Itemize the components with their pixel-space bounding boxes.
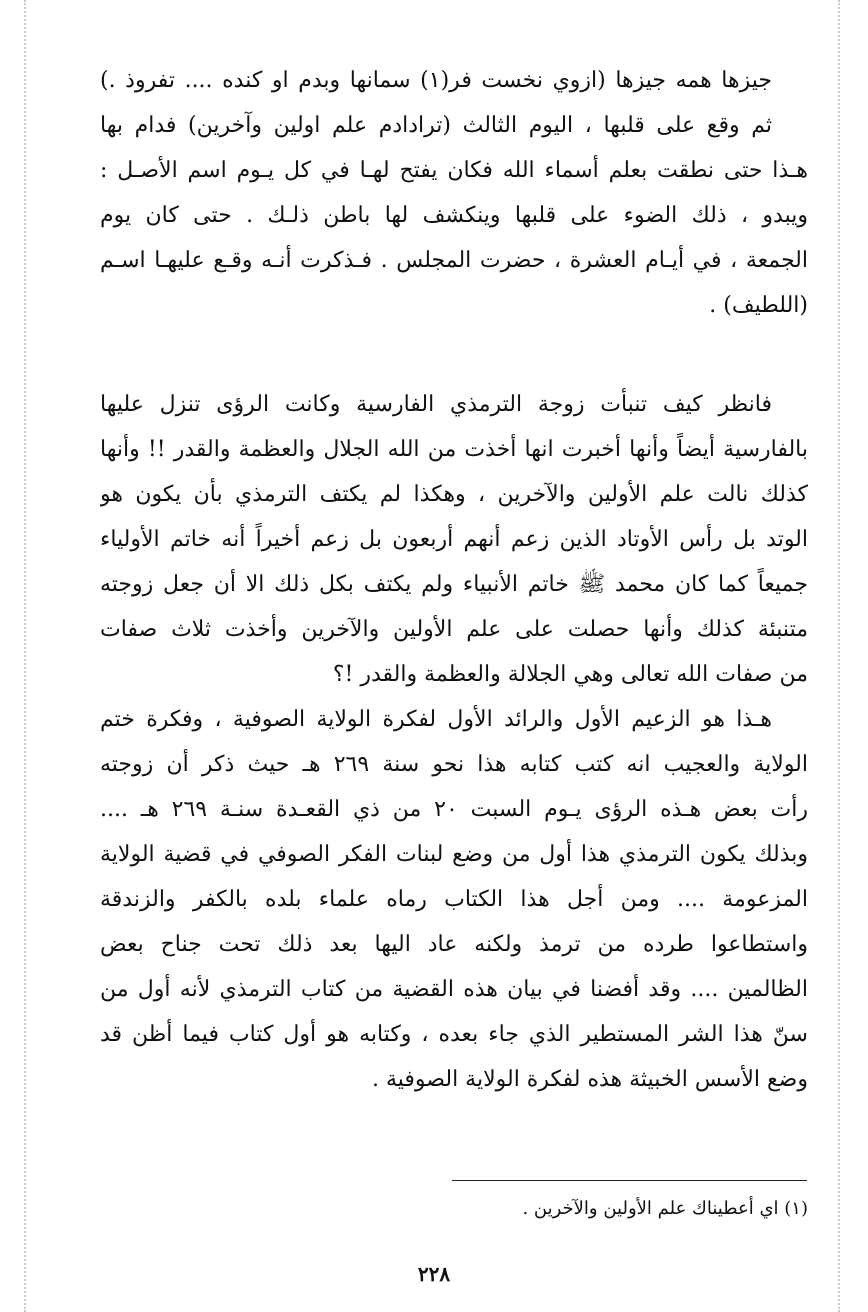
text-line: ثم وقع على قلبها ، اليوم الثالث (ترادادم علم اولين وآخرين) فدام بها (100, 113, 772, 138)
text-line: كذلك نالت علم الأولين والآخرين ، وهكذا لم يكتف الترمذي بأن يكون هو (100, 482, 808, 507)
text-line: فانظر كيف تنبأت زوجة الترمذي الفارسية وكانت الرؤى تنزل عليها (100, 392, 772, 417)
text-line: (اللطيف) . (709, 293, 808, 318)
footnote-divider (452, 1180, 807, 1181)
text-line: سنّ هذا الشر المستطير الذي جاء بعده ، وكتابه هو أول كتاب فيما أظن قد (100, 1022, 808, 1047)
text-line: جميعاً كما كان محمد ﷺ خاتم الأنبياء ولم يكتف بكل ذلك الا أن جعل زوجته (100, 572, 808, 597)
text-line: هـذا هو الزعيم الأول والرائد الأول لفكرة الولاية الصوفية ، وفكرة ختم (100, 707, 772, 732)
text-line: الولاية والعجيب انه كتب كتابه هذا نحو سنة ٢٦٩ هـ حيث ذكر أن زوجته (100, 752, 808, 777)
text-line: متنبئة كذلك وأنها حصلت على علم الأولين والآخرين وأخذت ثلاث صفات (100, 617, 808, 642)
text-line: وبذلك يكون الترمذي هذا أول من وضع لبنات الفكر الصوفي في قضية الولاية (100, 842, 808, 867)
text-line: جيزها همه جيزها (ازوي نخست فر(١) سمانها وبدم او كنده .... تفروذ .) (100, 68, 772, 93)
scan-edge-right (838, 0, 840, 1312)
text-line: وضع الأسس الخبيثة هذه لفكرة الولاية الصوفية . (371, 1067, 808, 1092)
scan-edge-left (24, 0, 26, 1312)
text-line: الجمعة ، في أيـام العشرة ، حضرت المجلس . فـذكرت أنـه وقـع عليهـا اسـم (100, 248, 808, 273)
text-line: الظالمين .... وقد أفضنا في بيان هذه القضية من كتاب الترمذي لأنه أول من (100, 977, 808, 1002)
text-line: هـذا حتى نطقت بعلم أسماء الله فكان يفتح لهـا في كل يـوم اسم الأصـل : (100, 158, 808, 183)
paragraph-2 (100, 382, 808, 1102)
page-number: ٢٢٨ (417, 1262, 451, 1286)
text-line: من صفات الله تعالى وهي الجلالة والعظمة والقدر !؟ (332, 662, 808, 687)
text-line: رأت بعض هـذه الرؤى يـوم السبت ٢٠ من ذي القعـدة سنـة ٢٦٩ هـ .... (100, 797, 808, 822)
paragraph-1 (100, 58, 808, 328)
text-line: بالفارسية أيضاً وأنها أخبرت انها أخذت من الله الجلال والعظمة والقدر !! وأنها (100, 437, 808, 462)
text-line: واستطاعوا طرده من ترمذ ولكنه عاد اليها بعد ذلك تحت جناح بعض (100, 932, 808, 957)
text-line: الوتد بل رأس الأوتاد الذين زعم أنهم أربعون بل زعم أخيراً أنه خاتم الأولياء (100, 527, 808, 552)
footnote: (١) اي أعطيناك علم الأولين والآخرين . (522, 1198, 808, 1219)
text-line: ويبدو ، ذلك الضوء على قلبها وينكشف لها باطن ذلـك . حتى كان يوم (100, 203, 808, 228)
text-line: المزعومة .... ومن أجل هذا الكتاب رماه علماء بلده بالكفر والزندقة (100, 887, 808, 912)
